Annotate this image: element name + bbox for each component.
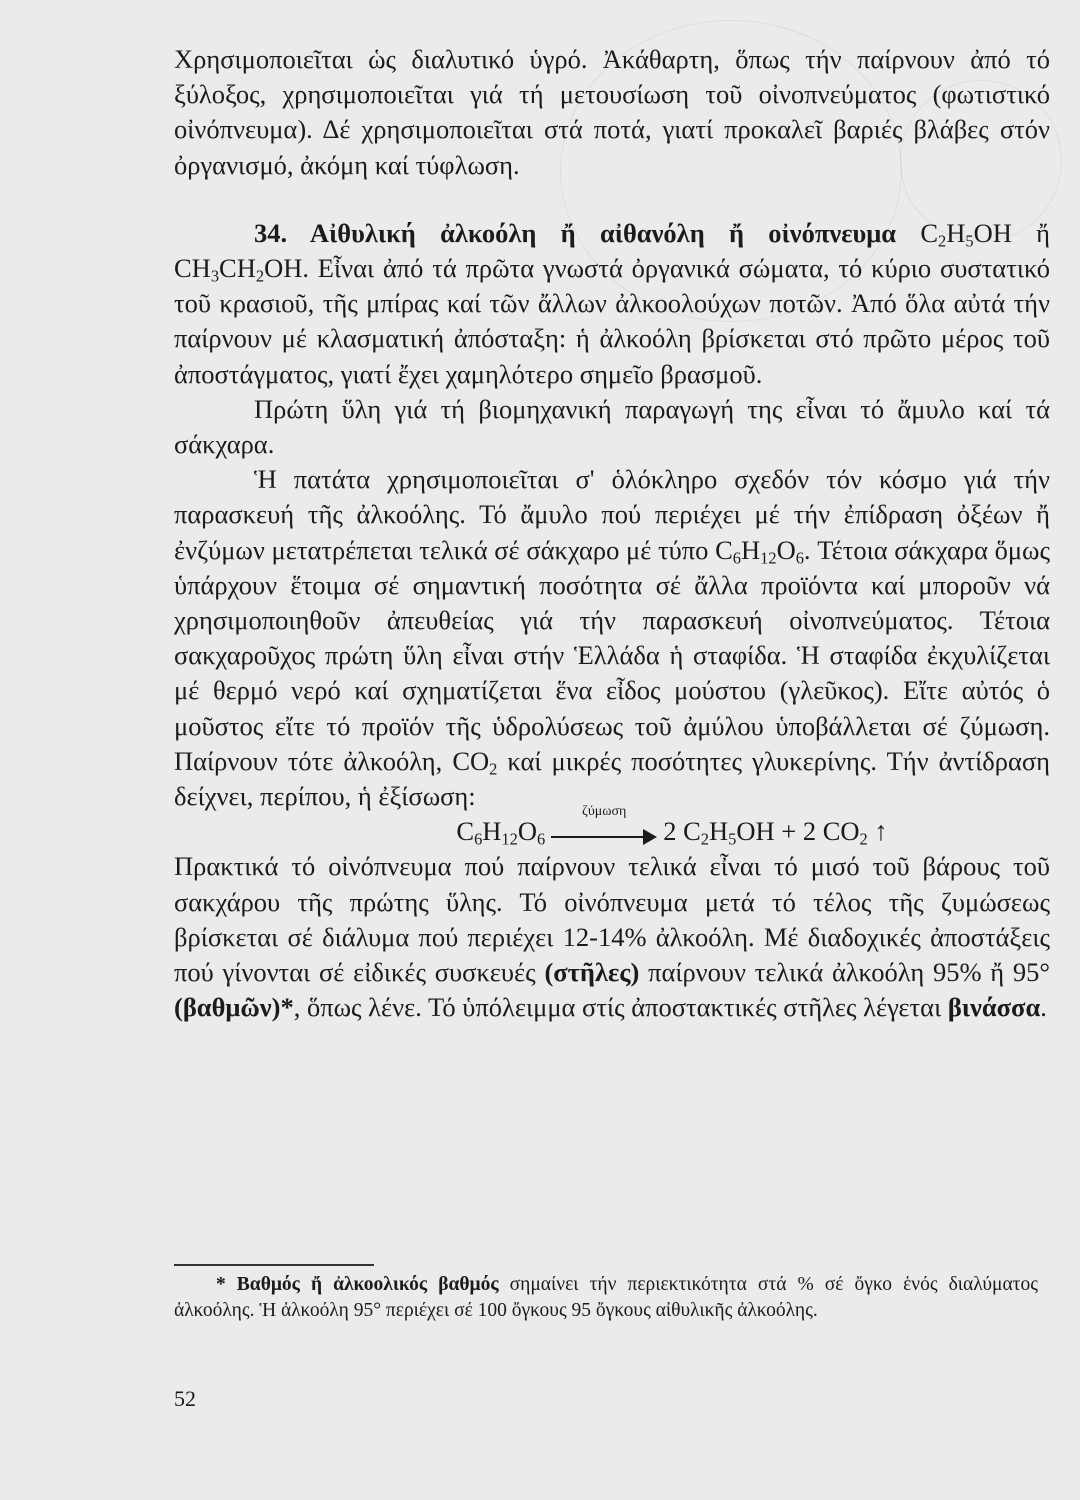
yield-text-start: Πρακτικά τό οἰνόπνευμα πού παίρνουν τελικά εἶναι τό μισό τοῦ βάρους τοῦ σακχάρου τῆς πρώτης ὕλης. Τό οἰνόπνευμα μετά τό τέλος τῆς ζυμώσεως βρίσκεται σέ διάλυμα πού περιέχει 12-14% ἀλκοόλη. Μέ διαδοχικές ἀποστάξεις πού γίνονται σέ εἰδικές συσκευές (174, 851, 1050, 988)
potato-text-end: Τέτοια σάκχαρα ὅμως ὑπάρχουν ἕτοιμα σέ σημαντική ποσότητα σέ ἄλλα προϊόντα καί μποροῦν νά χρησιμοποιηθοῦν ἀπευθείας γιά τήν παρασκευή οἰνοπνεύματος. Τέτοια σακχαροῦχος πρώτη ὕλη εἶναι στήν Ἑλλάδα ἡ σταφίδα. Ἡ σταφίδα ἐκχυλίζεται μέ θερμό νερό καί σχηματίζεται ἕνα εἶδος μούστου (γλεῦκος). Εἴτε αὐτός ὁ μοῦστος εἴτε τό προϊόν τῆς ὑδρολύσεως τοῦ ἀμύλου ὑποβάλλεται σέ ζύμωση. Παίρνουν τότε ἀλκοόλη, (174, 534, 1050, 776)
main-text (174, 42, 1050, 1025)
yield-text-mid: παίρνουν τελικά ἀλκοόλη 95% ἤ 95° (648, 957, 1051, 988)
or-word: ἤ (1036, 217, 1050, 248)
bold-columns: (στῆλες) (544, 957, 640, 988)
bold-vinassa: βινάσσα (947, 992, 1041, 1023)
fermentation-equation (174, 804, 1050, 849)
page-number: 52 (174, 1386, 196, 1411)
yield-text-end: . (1040, 992, 1047, 1023)
footnote-divider (174, 1264, 374, 1266)
formula-ethanol-alt: $CH_3CH_2OH$. (174, 253, 309, 286)
reaction-arrow-icon (549, 804, 659, 849)
section-34-paragraph (174, 216, 1050, 392)
formula-glucose: $C_6H_{12}O_6$. (715, 534, 811, 568)
paragraph-potato (174, 462, 1050, 814)
gas-arrow-icon: ↑ (874, 816, 888, 847)
footnote-term: * Βαθμός ἤ ἀλκοολικός βαθμός (216, 1274, 499, 1295)
bold-degrees: (βαθμῶν)* (174, 992, 294, 1023)
section-body: Εἶναι ἀπό τά πρῶτα γνωστά ὀργανικά σώματα, τό κύριο συστατικό τοῦ κρασιοῦ, τῆς μπίρας καί τῶν ἄλλων ἀλκοολούχων ποτῶν. Ἀπό ὅλα αὐτά τήν παίρνουν μέ κλασματική ἀπόσταξη: ἡ ἀλκοόλη βρίσκεται στό πρῶτο μέρος τοῦ ἀποστάγματος, γιατί ἔχει χαμηλότερο σημεῖο βρασμοῦ. (174, 253, 1050, 389)
equation-reactant: $C_6H_{12}O_6$ (456, 816, 546, 849)
formula-co2: $CO_2$ (452, 745, 498, 779)
potato-text-tail: καί μικρές ποσότητες γλυκερίνης. Τήν ἀντίδραση δείχνει, περίπου, ἡ ἐξίσωση: (174, 745, 1050, 812)
formula-ethanol: $C_2H_5OH$ (920, 217, 1012, 251)
paragraph-intro: Χρησιμοποιεῖται ὡς διαλυτικό ὑγρό. Ἀκάθαρτη, ὅπως τήν παίρνουν ἀπό τό ξύλοξος, χρησιμοποιεῖται γιά τή μετουσίωση τοῦ οἰνοπνεύματος (φωτιστικό οἰνόπνευμα). Δέ χρησιμοποιεῖται στά ποτά, γιατί προκαλεῖ βαριές βλάβες στόν ὀργανισμό, ἀκόμη καί τύφλωση. (174, 44, 1050, 180)
yield-text-mid2: , ὅπως λένε. Τό ὑπόλειμμα στίς ἀποστακτικές στῆλες λέγεται (293, 992, 942, 1023)
potato-text-start: Ἡ πατάτα χρησιμοποιεῖται σ' ὁλόκληρο σχεδόν τόν κόσμο γιά τήν παρασκευή τῆς ἀλκοόλης. Τό ἄμυλο πού περιέχει μέ τήν ἐπίδραση ὀξέων ἤ ἐνζύμων μετατρέπεται τελικά σέ σάκχαρο μέ τύπο (174, 464, 1050, 565)
paragraph-raw-material: Πρώτη ὕλη γιά τή βιομηχανική παραγωγή της εἶναι τό ἄμυλο καί τά σάκχαρα. (174, 393, 1050, 460)
paragraph-yield (174, 849, 1050, 1025)
equation-condition: ζύμωση (582, 804, 627, 820)
equation-products: 2 $C_2H_5OH + 2$ $CO_2$ (663, 816, 868, 849)
section-heading: 34. Αἰθυλική ἀλκοόλη ἤ αἰθανόλη ἤ οἰνόπνευμα (254, 217, 897, 248)
footnote (174, 1272, 1038, 1324)
footnote-text: σημαίνει τήν περιεκτικότητα στά % σέ ὄγκο ἑνός διαλύματος ἀλκοόλης. Ἡ ἀλκοόλη 95° περιέχει σέ 100 ὄγκους 95 ὄγκους αἰθυλικῆς ἀλκοόλης. (174, 1274, 1038, 1321)
